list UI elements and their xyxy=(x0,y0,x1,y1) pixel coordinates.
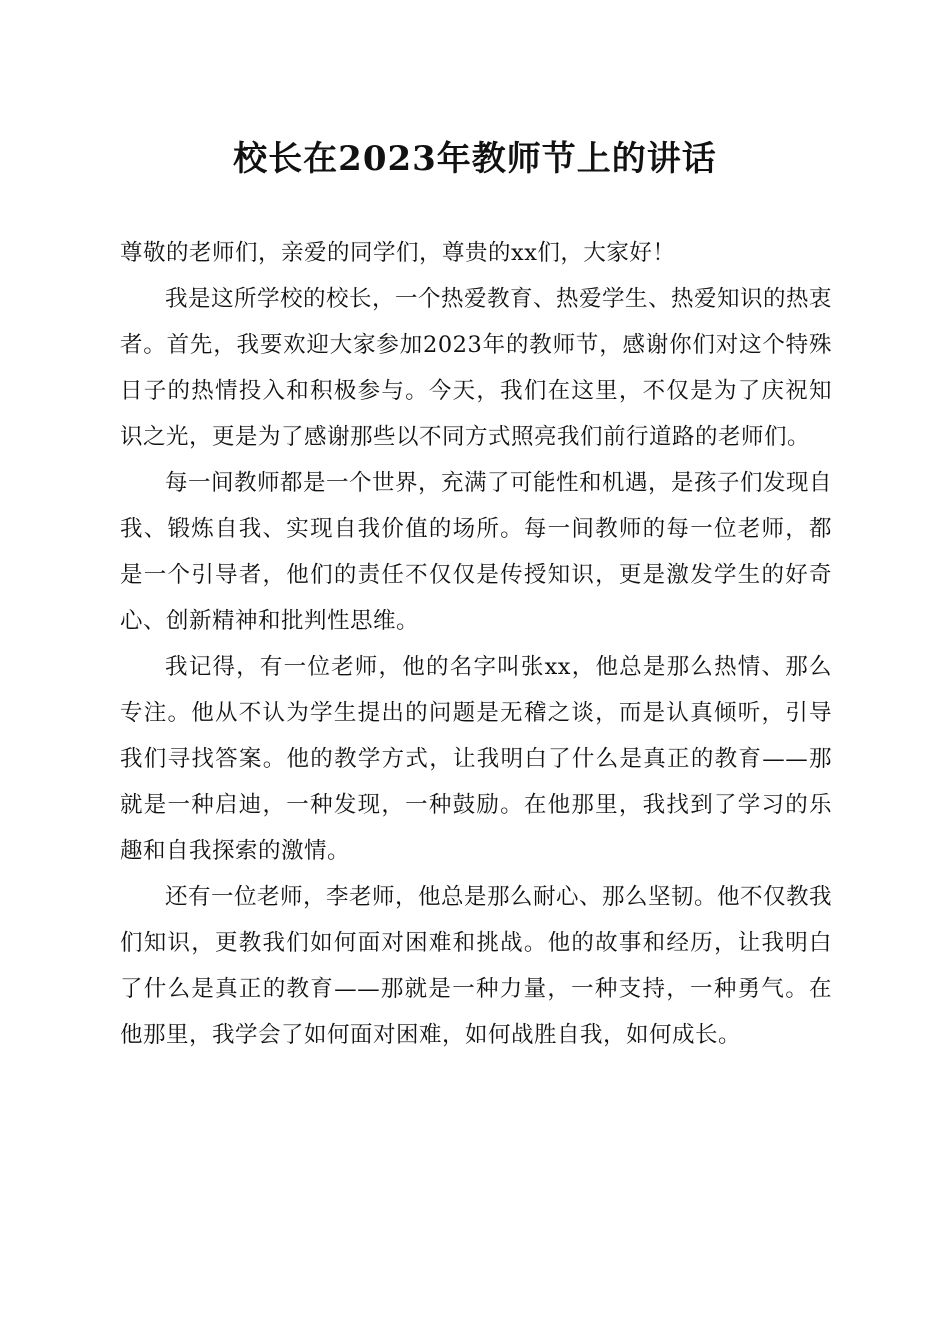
greeting-line: 尊敬的老师们，亲爱的同学们，尊贵的xx们，大家好！ xyxy=(120,240,676,266)
document-body xyxy=(120,230,832,1058)
paragraph-3: 我记得，有一位老师，他的名字叫张xx，他总是那么热情、那么专注。他从不认为学生提出的问题是无稽之谈，而是认真倾听，引导我们寻找答案。他的教学方式，让我明白了什么是真正的教育——那就是一种启迪，一种发现，一种鼓励。在他那里，我找到了学习的乐趣和自我探索的激情。 xyxy=(120,654,832,864)
paragraph-2: 每一间教师都是一个世界，充满了可能性和机遇，是孩子们发现自我、锻炼自我、实现自我价值的场所。每一间教师的每一位老师，都是一个引导者，他们的责任不仅仅是传授知识，更是激发学生的好奇心、创新精神和批判性思维。 xyxy=(120,470,833,634)
document-title: 校长在2023年教师节上的讲话 xyxy=(233,139,717,179)
paragraph-1: 我是这所学校的校长，一个热爱教育、热爱学生、热爱知识的热衷者。首先，我要欢迎大家参加2023年的教师节，感谢你们对这个特殊日子的热情投入和积极参与。今天，我们在这里，不仅是为了庆祝知识之光，更是为了感谢那些以不同方式照亮我们前行道路的老师们。 xyxy=(120,286,833,450)
paragraph-4: 还有一位老师，李老师，他总是那么耐心、那么坚韧。他不仅教我们知识，更教我们如何面对困难和挑战。他的故事和经历，让我明白了什么是真正的教育——那就是一种力量，一种支持，一种勇气。在他那里，我学会了如何面对困难，如何战胜自我，如何成长。 xyxy=(120,884,833,1048)
